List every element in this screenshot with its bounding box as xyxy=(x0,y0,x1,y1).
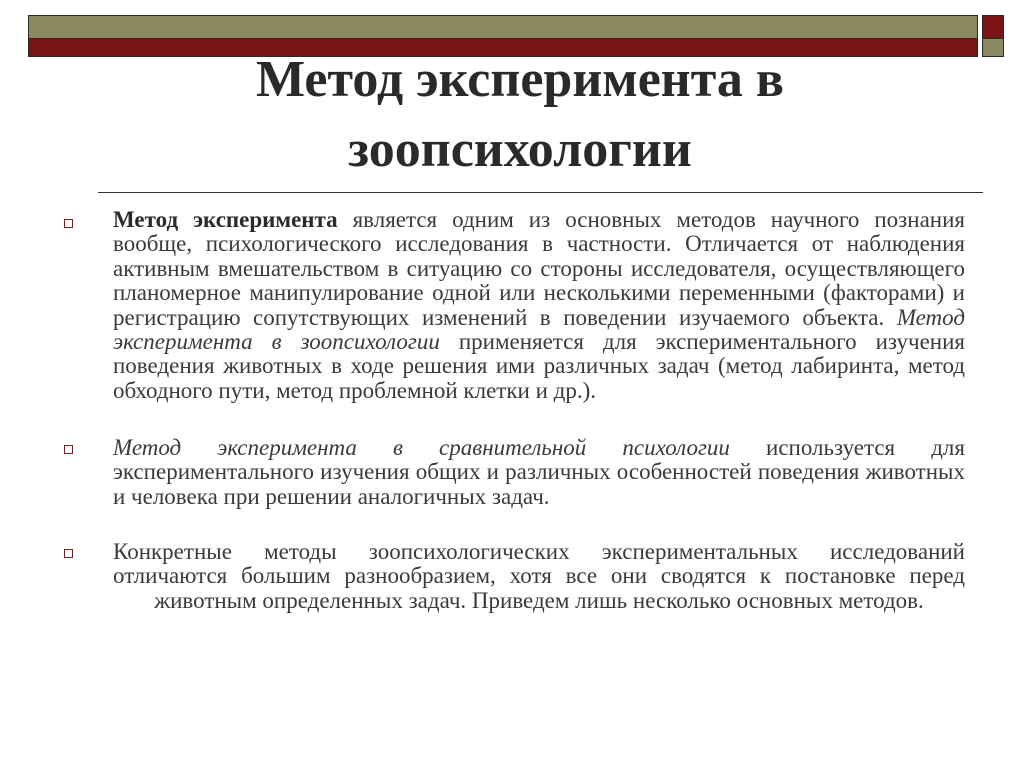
corner-square-olive xyxy=(982,39,1004,57)
title-line-1: Метод эксперимента в xyxy=(256,51,784,108)
bullet-paragraph-2 xyxy=(113,436,965,509)
bullet-2-italic: Метод эксперимента в сравнительной психологии xyxy=(113,435,730,460)
square-bullet-icon xyxy=(64,445,73,454)
bullet-1-text-a: является одним из основных методов научного познания вообще, психологического исследования в частности. Отличается от наблюдения активным вмешательством в ситуацию со стороны исследователя, осуществляющего планомерное манипулирование одной или несколькими переменными (факторами) и регистрацию сопутствующих изменений в поведении изучаемого объекта. xyxy=(113,207,965,330)
bullet-1-bold: Метод эксперимента xyxy=(113,207,338,232)
header-bar-olive xyxy=(28,15,978,39)
bullet-2-text-a: используется для экспериментального изучения общих и различных особенностей поведения животных и человека при решении аналогичных задач. xyxy=(113,435,965,509)
title-divider xyxy=(98,192,983,193)
slide-title xyxy=(140,45,900,185)
square-bullet-icon xyxy=(64,549,73,558)
corner-square-red xyxy=(982,15,1004,39)
title-line-2: зоопсихологии xyxy=(348,121,692,178)
bullet-paragraph-3 xyxy=(113,540,965,613)
bullet-3-text-a: Конкретные методы зоопсихологических экспериментальных исследований отличаются большим разнообразием, хотя все они сводятся к постановке перед животным определенных задач. Приведем лишь несколько основных методов. xyxy=(113,539,965,613)
bullet-paragraph-1 xyxy=(113,208,965,403)
bullet-1-text-b: применяется для экспериментального изучения поведения животных в ходе решения ими различных задач (метод лабиринта, метод обходного пути, метод проблемной клетки и др.). xyxy=(113,329,965,403)
square-bullet-icon xyxy=(64,219,73,228)
bullet-1-italic: Метод эксперимента в зоопсихологии xyxy=(113,304,965,355)
